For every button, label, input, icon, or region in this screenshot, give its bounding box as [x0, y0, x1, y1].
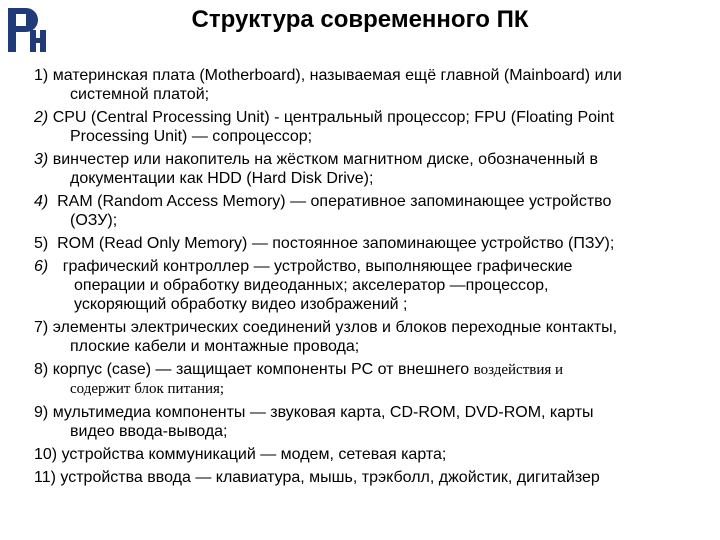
item-text-continued: плоские кабели и монтажные провода; [70, 338, 360, 355]
item-text: RAM (Random Access Memory) — оперативное запоминающее устройство [57, 193, 612, 210]
list-item [34, 360, 710, 399]
item-text-continued: видео ввода-вывода; [70, 423, 228, 440]
item-text: CPU (Central Processing Unit) - центральный процессор; FPU (Floating Point [52, 109, 614, 126]
item-number: 8) [34, 361, 49, 378]
component-list [34, 66, 710, 491]
item-text-continued: системной платой; [70, 86, 210, 103]
item-text: корпус (case) — защищает компоненты PC от внешнего [52, 361, 474, 378]
list-item [34, 108, 710, 146]
item-text-continued: (ОЗУ); [70, 212, 118, 229]
item-number: 4) [34, 193, 49, 210]
list-item [34, 257, 710, 314]
item-text-continued: ускоряющий обработку видео изображений ; [74, 296, 408, 313]
item-text: винчестер или накопитель на жёстком магнитном диске, обозначенный в [52, 151, 598, 168]
item-number: 10) [34, 446, 58, 463]
list-item [34, 150, 710, 188]
list-item [34, 66, 710, 104]
item-text: устройства коммуникаций — модем, сетевая карта; [61, 446, 447, 463]
item-number: 6) [34, 258, 49, 275]
item-text-serif: воздействия и [473, 362, 564, 378]
item-number: 11) [34, 469, 56, 486]
item-number: 7) [34, 319, 49, 336]
item-text: ROM (Read Only Memory) — постоянное запоминающее устройство (ПЗУ); [57, 235, 615, 252]
list-item [34, 234, 710, 253]
item-number: 3) [34, 151, 49, 168]
item-text-continued: Processing Unit) — сопроцессор; [70, 128, 313, 145]
item-text-continued: документации как HDD (Hard Disk Drive); [70, 170, 374, 187]
list-item [34, 318, 710, 356]
item-number: 1) [34, 67, 49, 84]
slide-title: Структура современного ПК [191, 6, 529, 33]
item-text: материнская плата (Motherboard), называемая ещё главной (Mainboard) или [52, 67, 622, 84]
item-number: 9) [34, 404, 49, 421]
item-text: устройства ввода — клавиатура, мышь, трэкболл, джойстик, дигитайзер [60, 469, 600, 486]
item-text: мультимедиа компоненты — звуковая карта, CD-ROM, DVD-ROM, карты [52, 404, 594, 421]
list-item [34, 192, 710, 230]
item-number: 5) [34, 235, 49, 252]
item-text-continued: операции и обработку видеоданных; акселератор —процессор, [74, 277, 549, 294]
item-number: 2) [34, 109, 49, 126]
list-item [34, 468, 710, 487]
item-text: элементы электрических соединений узлов и блоков переходные контакты, [52, 319, 618, 336]
item-text: графический контроллер — устройство, выполняющее графические [62, 258, 573, 275]
list-item [34, 403, 710, 441]
list-item [34, 445, 710, 464]
item-text-continued: содержит блок питания; [70, 381, 225, 397]
